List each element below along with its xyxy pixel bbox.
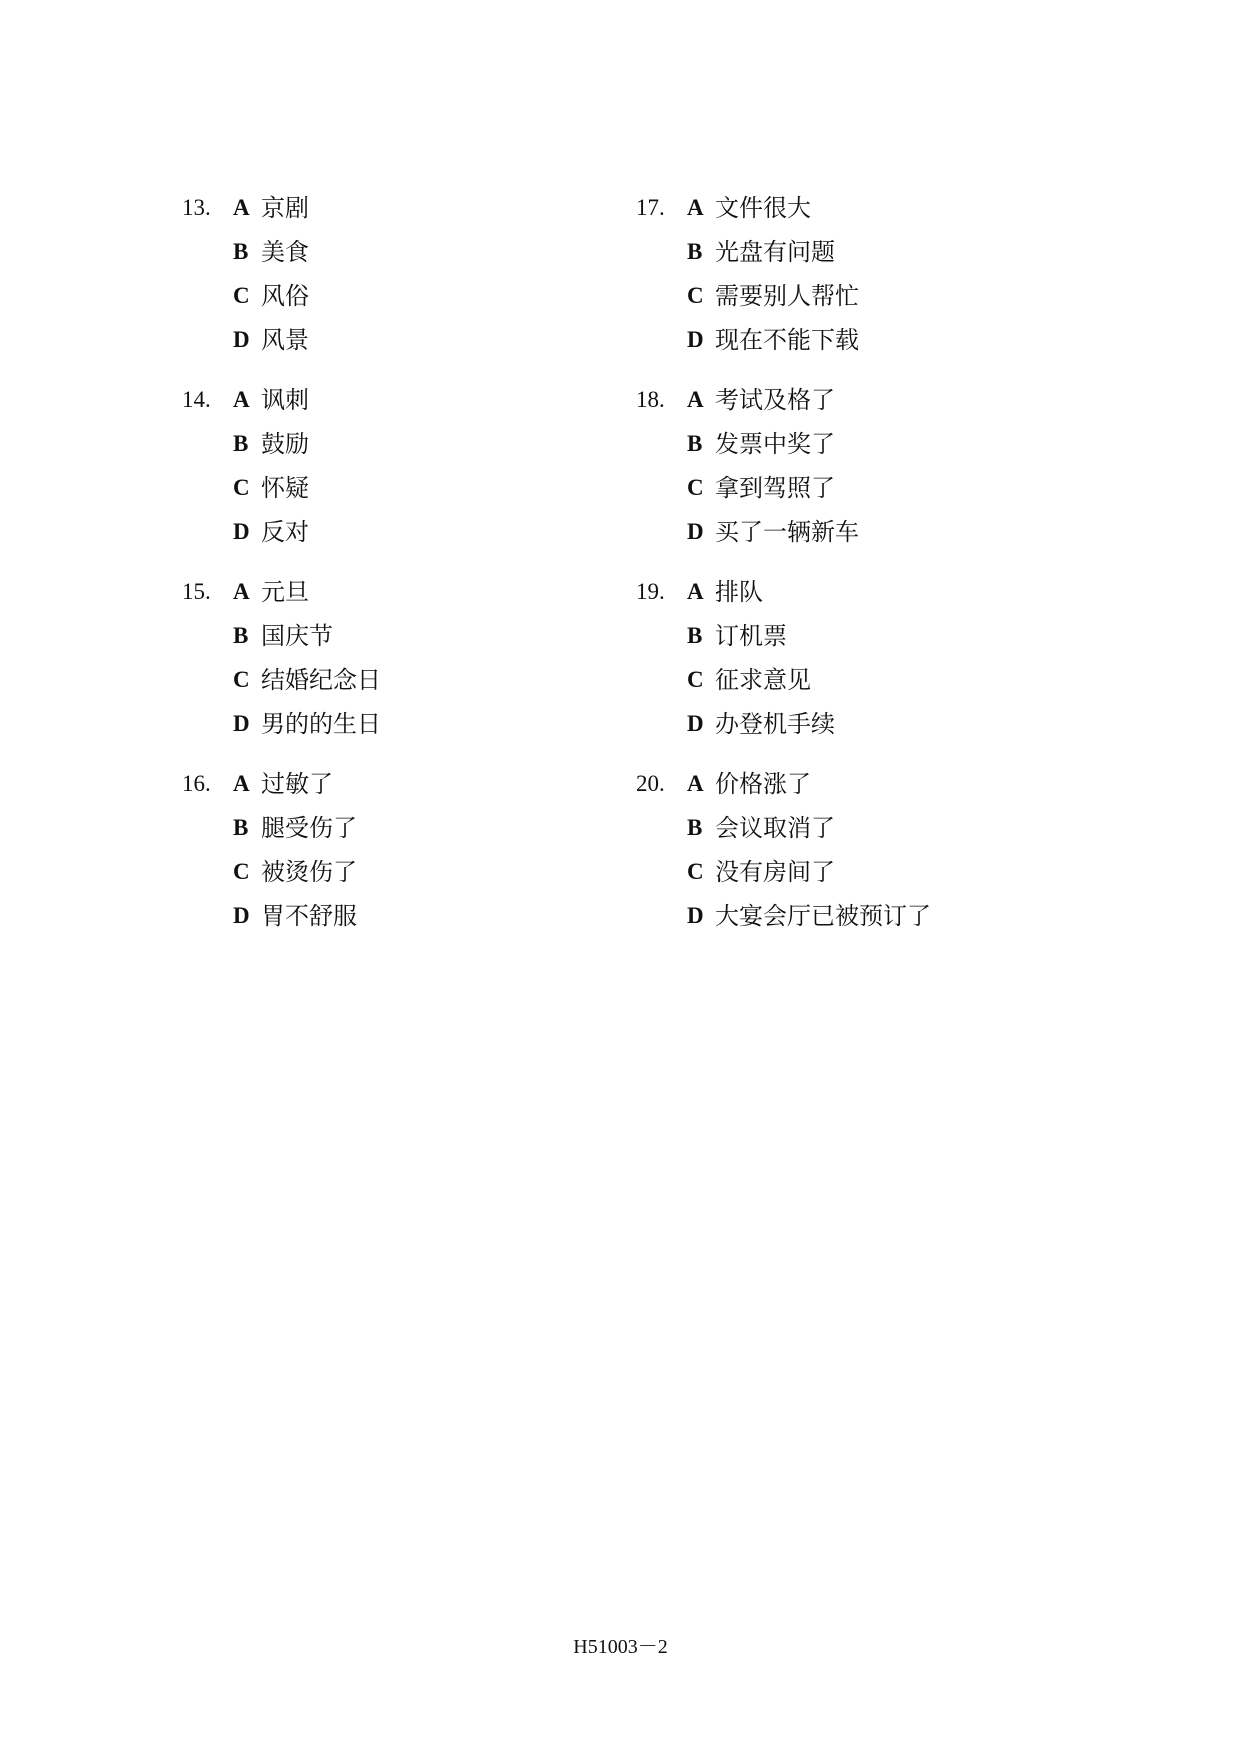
option-letter: A xyxy=(233,771,250,796)
option-text: 怀疑 xyxy=(261,474,309,502)
option-c xyxy=(636,850,1056,894)
question-16 xyxy=(182,762,602,938)
option-text: 文件很大 xyxy=(715,194,811,222)
option-d xyxy=(182,318,602,362)
question-14 xyxy=(182,378,602,554)
option-b xyxy=(636,422,1056,466)
option-c xyxy=(182,658,602,702)
option-a xyxy=(182,762,602,806)
option-letter: A xyxy=(687,387,704,412)
page-footer: H51003－2 xyxy=(573,1636,668,1658)
question-number: 13. xyxy=(182,195,211,220)
option-text: 风俗 xyxy=(261,282,309,310)
option-d xyxy=(636,510,1056,554)
option-a xyxy=(636,570,1056,614)
option-a xyxy=(636,186,1056,230)
option-letter: C xyxy=(233,667,250,692)
option-letter: B xyxy=(233,623,249,648)
question-18 xyxy=(636,378,1056,554)
option-text: 反对 xyxy=(261,518,309,546)
option-letter: D xyxy=(687,903,704,928)
option-d xyxy=(182,894,602,938)
option-letter: A xyxy=(687,579,704,604)
option-text: 大宴会厅已被预订了 xyxy=(715,902,931,930)
option-letter: A xyxy=(687,195,704,220)
question-13 xyxy=(182,186,602,362)
question-19 xyxy=(636,570,1056,746)
option-letter: B xyxy=(687,623,703,648)
option-c xyxy=(636,466,1056,510)
option-letter: A xyxy=(233,387,250,412)
question-number: 20. xyxy=(636,771,665,796)
option-c xyxy=(182,466,602,510)
option-letter: D xyxy=(233,327,250,352)
option-text: 被烫伤了 xyxy=(261,858,357,886)
option-letter: A xyxy=(233,579,250,604)
option-text: 发票中奖了 xyxy=(715,430,835,458)
option-letter: A xyxy=(687,771,704,796)
option-text: 京剧 xyxy=(261,194,309,222)
option-text: 需要别人帮忙 xyxy=(715,282,859,310)
option-letter: D xyxy=(687,711,704,736)
option-letter: B xyxy=(233,431,249,456)
option-text: 结婚纪念日 xyxy=(261,666,381,694)
option-letter: B xyxy=(687,815,703,840)
option-b xyxy=(636,230,1056,274)
option-b xyxy=(182,422,602,466)
question-15 xyxy=(182,570,602,746)
option-text: 订机票 xyxy=(715,622,787,650)
option-text: 光盘有问题 xyxy=(715,238,835,266)
option-letter: C xyxy=(687,283,704,308)
option-a xyxy=(636,378,1056,422)
option-d xyxy=(636,702,1056,746)
option-letter: D xyxy=(233,519,250,544)
option-letter: B xyxy=(233,239,249,264)
option-text: 拿到驾照了 xyxy=(715,474,835,502)
question-number: 18. xyxy=(636,387,665,412)
option-text: 现在不能下载 xyxy=(715,326,859,354)
option-letter: D xyxy=(687,327,704,352)
option-c xyxy=(182,850,602,894)
option-letter: D xyxy=(233,903,250,928)
option-a xyxy=(636,762,1056,806)
option-b xyxy=(636,614,1056,658)
option-d xyxy=(182,702,602,746)
option-text: 考试及格了 xyxy=(715,386,835,414)
option-text: 风景 xyxy=(261,326,309,354)
option-text: 鼓励 xyxy=(261,430,309,458)
option-text: 价格涨了 xyxy=(715,770,811,798)
option-b xyxy=(636,806,1056,850)
option-b xyxy=(182,806,602,850)
option-letter: B xyxy=(233,815,249,840)
option-letter: C xyxy=(687,667,704,692)
option-letter: C xyxy=(233,859,250,884)
question-number: 19. xyxy=(636,579,665,604)
option-text: 过敏了 xyxy=(261,770,333,798)
option-text: 排队 xyxy=(715,578,763,606)
option-c xyxy=(636,274,1056,318)
option-text: 没有房间了 xyxy=(715,858,835,886)
question-number: 17. xyxy=(636,195,665,220)
question-20 xyxy=(636,762,1056,938)
option-letter: C xyxy=(233,283,250,308)
option-letter: C xyxy=(233,475,250,500)
option-c xyxy=(182,274,602,318)
option-text: 胃不舒服 xyxy=(261,902,357,930)
option-text: 征求意见 xyxy=(715,666,811,694)
option-b xyxy=(182,614,602,658)
option-text: 男的的生日 xyxy=(261,710,381,738)
option-letter: D xyxy=(687,519,704,544)
option-d xyxy=(636,894,1056,938)
option-text: 国庆节 xyxy=(261,622,333,650)
option-d xyxy=(636,318,1056,362)
option-text: 元旦 xyxy=(261,578,309,606)
option-letter: B xyxy=(687,431,703,456)
option-text: 办登机手续 xyxy=(715,710,835,738)
option-letter: C xyxy=(687,859,704,884)
option-letter: D xyxy=(233,711,250,736)
question-17 xyxy=(636,186,1056,362)
option-letter: A xyxy=(233,195,250,220)
question-number: 14. xyxy=(182,387,211,412)
question-number: 16. xyxy=(182,771,211,796)
option-letter: B xyxy=(687,239,703,264)
option-text: 买了一辆新车 xyxy=(715,518,859,546)
option-a xyxy=(182,570,602,614)
question-number: 15. xyxy=(182,579,211,604)
option-text: 美食 xyxy=(261,238,309,266)
option-text: 腿受伤了 xyxy=(261,814,357,842)
option-text: 会议取消了 xyxy=(715,814,835,842)
option-letter: C xyxy=(687,475,704,500)
option-a xyxy=(182,186,602,230)
option-d xyxy=(182,510,602,554)
option-text: 讽刺 xyxy=(261,386,309,414)
option-a xyxy=(182,378,602,422)
option-b xyxy=(182,230,602,274)
option-c xyxy=(636,658,1056,702)
